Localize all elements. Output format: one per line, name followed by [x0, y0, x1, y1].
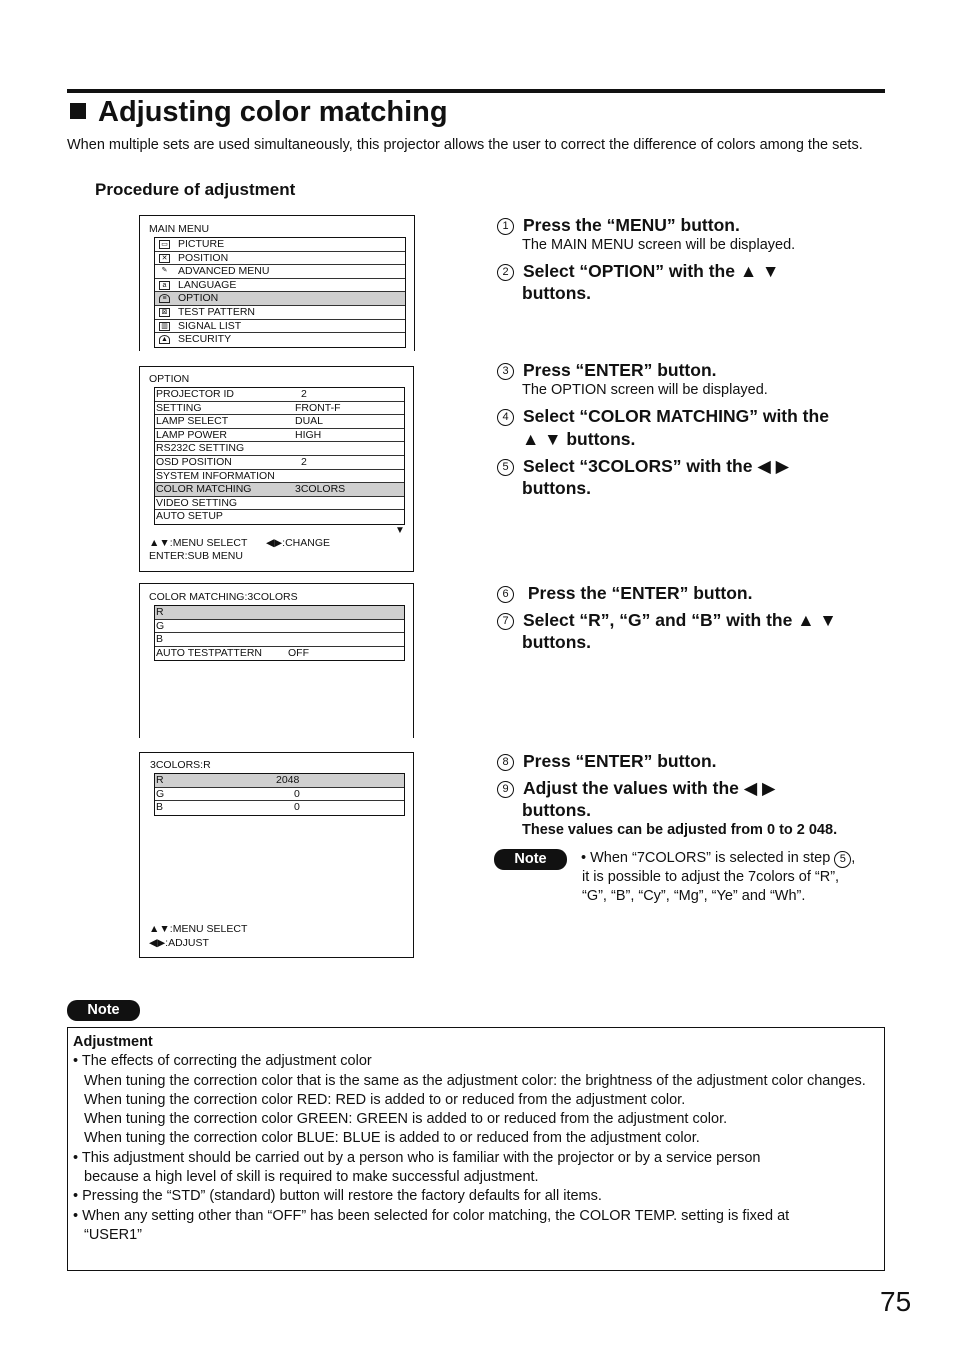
menu-item-picture[interactable]: ▭ PICTURE	[155, 238, 405, 252]
intro-text: When multiple sets are used simultaneously, this projector allows the user to correct the difference of colors among the sets.	[67, 137, 863, 153]
color-matching-title: COLOR MATCHING:3COLORS	[149, 591, 298, 603]
note-bullet-1-line-4: When tuning the correction color BLUE: BLUE is added to or reduced from the adjustment color.	[84, 1130, 700, 1147]
option-list	[154, 387, 405, 525]
r-footer-select: ▲▼:MENU SELECT	[149, 923, 248, 935]
test-pattern-icon: ⊠	[159, 308, 170, 317]
step-4: 4 Select “COLOR MATCHING” with the	[497, 405, 829, 427]
color-row-b[interactable]: B	[155, 633, 404, 647]
color-row-g[interactable]: G	[155, 620, 404, 634]
square-bullet-icon	[70, 103, 86, 119]
r-adjust-screen	[139, 752, 414, 958]
step-5: 5 Select “3COLORS” with the ◀ ▶	[497, 455, 789, 477]
position-icon: ✕	[159, 254, 170, 263]
note-bullet-1-line-3: When tuning the correction color GREEN: GREEN is added to or reduced from the adjustment color.	[84, 1111, 728, 1128]
menu-item-security[interactable]: ▲ SECURITY	[155, 333, 405, 347]
note-bullet-2-cont: because a high level of skill is required to make successful adjustment.	[84, 1169, 539, 1186]
step-3-note: The OPTION screen will be displayed.	[522, 382, 768, 398]
main-menu-list	[154, 237, 406, 348]
note-bullet-1-line-1: When tuning the correction color that is the same as the adjustment color: the brightness of the adjustment color changes.	[84, 1072, 866, 1089]
advanced-menu-icon: ✎	[161, 267, 168, 275]
step-number: 5	[497, 459, 514, 476]
heading-rule	[67, 89, 885, 93]
color-matching-screen	[139, 583, 414, 738]
step-number: 3	[497, 363, 514, 380]
step-number: 2	[497, 264, 514, 281]
step-6: 6 Press the “ENTER” button.	[497, 582, 752, 604]
menu-item-position[interactable]: ✕ POSITION	[155, 252, 405, 266]
step-ref-circle: 5	[834, 851, 851, 868]
step-9-range: These values can be adjusted from 0 to 2 048.	[522, 822, 838, 838]
step-4-cont: ▲ ▼ buttons.	[522, 429, 636, 449]
option-row-osd-position[interactable]: OSD POSITION 2	[155, 456, 404, 470]
scroll-down-arrow-icon: ▼	[395, 525, 405, 536]
step-3: 3 Press “ENTER” button.	[497, 359, 717, 381]
option-row-lamp-select[interactable]: LAMP SELECT DUAL	[155, 415, 404, 429]
step-2: 2 Select “OPTION” with the ▲ ▼	[497, 260, 779, 282]
option-row-rs232c-setting[interactable]: RS232C SETTING	[155, 442, 404, 456]
r-footer-adjust: ◀▶:ADJUST	[149, 937, 209, 949]
option-footer-select: ▲▼:MENU SELECT	[149, 537, 248, 549]
note-bullet-2: • This adjustment should be carried out by a person who is familiar with the projector or by a service person	[73, 1149, 761, 1166]
option-footer-enter: ENTER:SUB MENU	[149, 550, 243, 562]
step-7-cont: buttons.	[522, 632, 592, 652]
option-footer-change: ◀▶:CHANGE	[266, 537, 330, 549]
menu-item-option[interactable]: ≡ OPTION	[155, 292, 405, 306]
picture-icon: ▭	[159, 240, 170, 249]
option-icon: ≡	[159, 294, 170, 303]
r-adjust-title: 3COLORS:R	[150, 759, 211, 771]
step-5-cont: buttons.	[522, 478, 592, 498]
option-screen	[139, 366, 414, 572]
security-icon: ▲	[159, 335, 170, 344]
step-number: 1	[497, 218, 514, 235]
step-8: 8 Press “ENTER” button.	[497, 750, 717, 772]
step-7: 7 Select “R”, “G” and “B” with the ▲ ▼	[497, 609, 837, 631]
step-1-note: The MAIN MENU screen will be displayed.	[522, 237, 796, 253]
step-9-cont: buttons.	[522, 800, 592, 820]
r-row-g[interactable]: G 0	[155, 788, 404, 802]
main-menu-screen	[139, 215, 415, 351]
option-title: OPTION	[149, 373, 190, 385]
note-bullet-4-cont: “USER1”	[84, 1226, 143, 1243]
note-bullet-1-line-2: When tuning the correction color RED: RED is added to or reduced from the adjustment color.	[84, 1091, 686, 1108]
page-number: 75	[880, 1286, 912, 1317]
step-number: 9	[497, 781, 514, 798]
option-row-setting[interactable]: SETTING FRONT-F	[155, 402, 404, 416]
step-2-cont: buttons.	[522, 283, 592, 303]
language-icon: a	[159, 281, 170, 290]
menu-item-language[interactable]: a LANGUAGE	[155, 279, 405, 293]
option-row-system-information[interactable]: SYSTEM INFORMATION	[155, 470, 404, 484]
procedure-title: Procedure of adjustment	[95, 180, 296, 199]
r-row-b[interactable]: B 0	[156, 801, 300, 814]
note-bullet-1: • The effects of correcting the adjustment color	[73, 1053, 372, 1070]
menu-item-advanced-menu[interactable]: ✎ ADVANCED MENU	[155, 265, 405, 279]
step-number: 7	[497, 613, 514, 630]
note-bullet-3: • Pressing the “STD” (standard) button will restore the factory defaults for all items.	[73, 1188, 602, 1205]
color-matching-list	[154, 605, 405, 661]
note-bullet-4: • When any setting other than “OFF” has been selected for color matching, the COLOR TEMP. setting is fixed at	[73, 1207, 790, 1224]
note-badge: Note	[67, 1000, 140, 1021]
note-heading: Adjustment	[73, 1034, 153, 1050]
option-row-color-matching[interactable]: COLOR MATCHING 3COLORS	[155, 483, 404, 497]
option-row-auto-setup[interactable]: AUTO SETUP	[156, 510, 223, 523]
signal-list-icon: ▥	[159, 322, 170, 331]
main-menu-title: MAIN MENU	[149, 223, 210, 235]
r-adjust-list	[154, 773, 405, 816]
step-9: 9 Adjust the values with the ◀ ▶	[497, 777, 776, 799]
step-number: 8	[497, 754, 514, 771]
option-row-lamp-power[interactable]: LAMP POWER HIGH	[155, 429, 404, 443]
option-row-video-setting[interactable]: VIDEO SETTING	[155, 497, 404, 511]
step-1: 1 Press the “MENU” button.	[497, 214, 740, 236]
option-row-projector-id[interactable]: PROJECTOR ID 2	[155, 388, 404, 402]
page-title: Adjusting color matching	[70, 96, 448, 129]
note-box	[67, 1027, 885, 1271]
step-note-badge: Note	[494, 849, 567, 870]
color-row-r[interactable]: R	[155, 606, 404, 620]
r-row-r[interactable]: R 2048	[155, 774, 404, 788]
step-number: 6	[497, 586, 514, 603]
menu-item-test-pattern[interactable]: ⊠ TEST PATTERN	[155, 306, 405, 320]
step-note-text: • When “7COLORS” is selected in step 5 , it is possible to adjust the 7colors of “R”, “G”, “B”, “Cy”, “Mg”, “Ye” and “Wh”.	[581, 850, 856, 904]
menu-item-signal-list[interactable]: ▥ SIGNAL LIST	[155, 320, 405, 334]
step-number: 4	[497, 409, 514, 426]
color-row-auto-testpattern[interactable]: AUTO TESTPATTERN OFF	[156, 646, 309, 659]
